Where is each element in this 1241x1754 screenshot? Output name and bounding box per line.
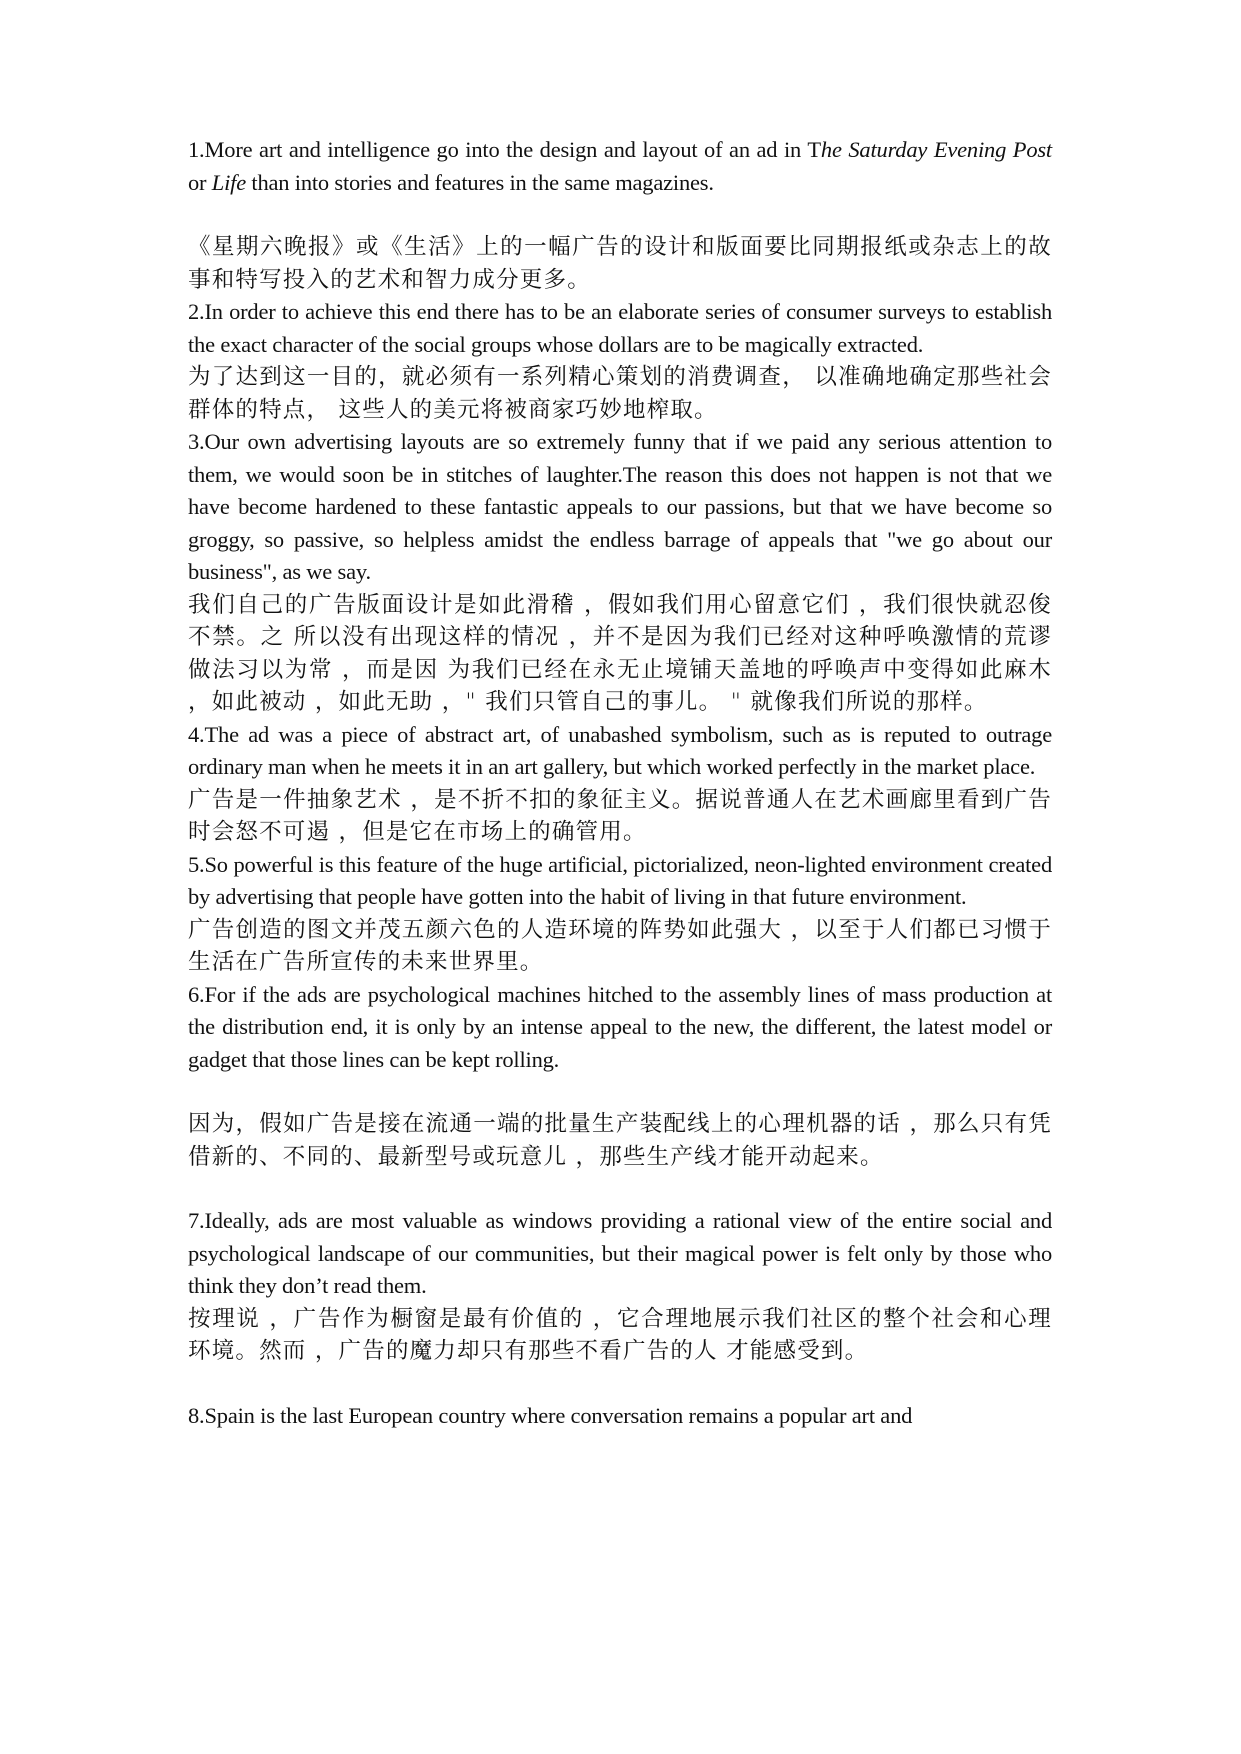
item-1-english-part-5: than into stories and features in the same magazines. <box>245 169 714 195</box>
item-1-title-saturday-evening-post: he Saturday Evening Post <box>820 137 1052 162</box>
item-4-chinese: 广告是一件抽象艺术 ，是不折不扣的象征主义。据说普通人在艺术画廊里看到广告时会怒不可遏 ，但是它在市场上的确管用。 <box>188 786 1052 845</box>
item-8-english: 8.Spain is the last European country where conversation remains a popular art and <box>188 1402 913 1428</box>
item-5-chinese: 广告创造的图文并茂五颜六色的人造环境的阵势如此强大 ，以至于人们都已习惯于生活在广告所宣传的未来世界里。 <box>188 916 1052 975</box>
item-2-chinese: 为了达到这一目的，就必须有一系列精心策划的消费调查， 以准确地确定那些社会群体的特点， 这些人的美元将被商家巧妙地榨取。 <box>188 364 1052 423</box>
spacer <box>188 199 1052 231</box>
item-6-english: 6.For if the ads are psychological machines hitched to the assembly lines of mass production at the distribution end, it is only by an intense appeal to the new, the different, the latest model or gadget that those lines can be kept rolling. <box>188 981 1052 1072</box>
item-7-chinese: 按理说 ，广告作为橱窗是最有价值的 ，它合理地展示我们社区的整个社会和心理环境。然而 ，广告的魔力却只有那些不看广告的人 才能感受到。 <box>188 1305 1052 1364</box>
item-1-english-part-1: 1.More art and intelligence go into the design and layout of an ad in T <box>188 137 821 162</box>
item-1-title-life: Life <box>211 169 246 195</box>
item-4-english: 4.The ad was a piece of abstract art, of unabashed symbolism, such as is reputed to outrage ordinary man when he meets it in an art gallery, but which worked perfectly in the market place. <box>188 721 1052 779</box>
item-6-chinese: 因为，假如广告是接在流通一端的批量生产装配线上的心理机器的话 ，那么只有凭借新的、不同的、最新型号或玩意儿 ，那些生产线才能开动起来。 <box>188 1111 1052 1170</box>
item-7-english: 7.Ideally, ads are most valuable as windows providing a rational view of the entire social and psychological landscape of our communities, but their magical power is felt only by those who think they don’t read them. <box>188 1208 1052 1298</box>
spacer <box>188 1076 1052 1108</box>
item-2-english: 2.In order to achieve this end there has to be an elaborate series of consumer surveys to establish the exact character of the social groups whose dollars are to be magically extracted. <box>188 299 1052 357</box>
item-1-english <box>188 134 1052 199</box>
item-3-chinese: 我们自己的广告版面设计是如此滑稽 ，假如我们用心留意它们 ，我们很快就忍俊不禁。之 所以没有出现这样的情况 ，并不是因为我们已经对这种呼唤激情的荒谬做法习以为常 ，而是因 为我们已经在永无止境铺天盖地的呼唤声中变得如此麻木 ，如此被动 ，如此无助 ，" 我们只管自己的事儿。 " 就像我们所说的那样。 <box>188 591 1052 715</box>
item-3-english: 3.Our own advertising layouts are so extremely funny that if we paid any serious attention to them, we would soon be in stitches of laughter.The reason this does not happen is not that we have become hardened to these fantastic appeals to our passions, but that we have become so groggy, so passive, so helpless amidst the endless barrage of appeals that "we go about our business", as we say. <box>188 429 1052 584</box>
item-1-english-part-3: or <box>188 169 212 195</box>
spacer <box>188 1368 1052 1400</box>
item-1-chinese: 《星期六晚报》或《生活》上的一幅广告的设计和版面要比同期报纸或杂志上的故事和特写投入的艺术和智力成分更多。 <box>188 234 1052 293</box>
item-5-english: 5.So powerful is this feature of the huge artificial, pictorialized, neon-lighted environment created by advertising that people have gotten into the habit of living in that future environment. <box>188 851 1052 909</box>
document-page <box>188 134 1052 1432</box>
spacer <box>188 1173 1052 1205</box>
